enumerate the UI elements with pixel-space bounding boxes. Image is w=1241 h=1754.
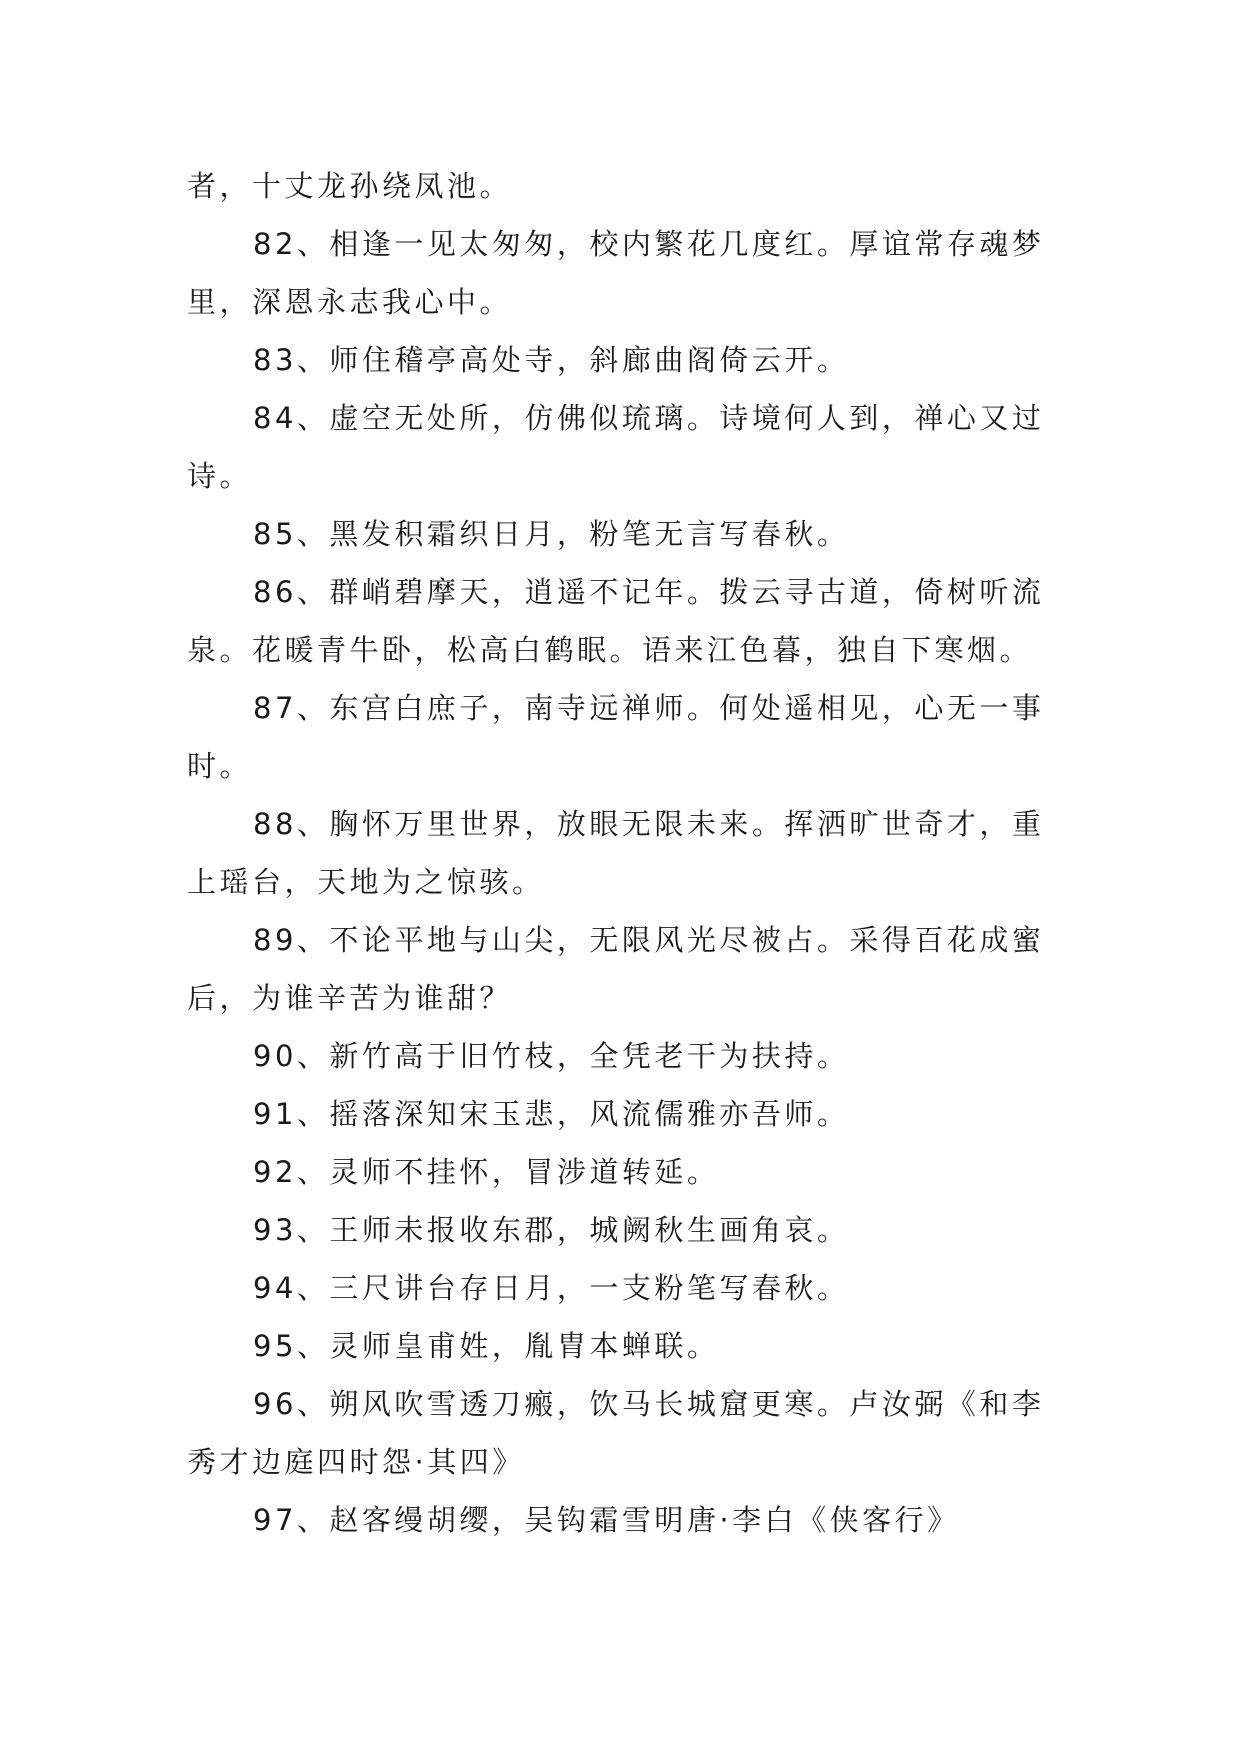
text-line: 者，十丈龙孙绕凤池。 <box>187 169 513 203</box>
paragraph-continuation <box>187 157 1072 215</box>
paragraph-97 <box>187 1491 1072 1549</box>
paragraph-86 <box>187 563 1072 679</box>
paragraph-84 <box>187 389 1072 505</box>
text-line: 97、赵客缦胡缨，吴钩霜雪明唐·李白《侠客行》 <box>253 1503 960 1537</box>
text-line: 95、灵师皇甫姓，胤胄本蝉联。 <box>253 1329 720 1363</box>
text-line: 87、东宫白庶子，南寺远禅师。何处遥相见，心无一事 <box>253 691 1045 725</box>
text-line: 89、不论平地与山尖，无限风光尽被占。采得百花成蜜 <box>253 923 1045 957</box>
text-line: 94、三尺讲台存日月，一支粉笔写春秋。 <box>253 1271 850 1305</box>
paragraph-88 <box>187 795 1072 911</box>
paragraph-90 <box>187 1027 1072 1085</box>
text-line: 诗。 <box>187 459 253 493</box>
text-line: 84、虚空无处所，仿佛似琉璃。诗境何人到，禅心又过 <box>253 401 1045 435</box>
text-line: 93、王师未报收东郡，城阙秋生画角哀。 <box>253 1213 850 1247</box>
paragraph-95 <box>187 1317 1072 1375</box>
paragraph-92 <box>187 1143 1072 1201</box>
text-line: 88、胸怀万里世界，放眼无限未来。挥洒旷世奇才，重 <box>253 807 1045 841</box>
paragraph-85 <box>187 505 1072 563</box>
body-text <box>187 157 1072 1549</box>
text-line: 里，深恩永志我心中。 <box>187 285 513 319</box>
text-line: 秀才边庭四时怨·其四》 <box>187 1445 525 1479</box>
text-line: 90、新竹高于旧竹枝，全凭老干为扶持。 <box>253 1039 850 1073</box>
paragraph-82 <box>187 215 1072 331</box>
paragraph-93 <box>187 1201 1072 1259</box>
paragraph-89 <box>187 911 1072 1027</box>
paragraph-87 <box>187 679 1072 795</box>
paragraph-91 <box>187 1085 1072 1143</box>
text-line: 96、朔风吹雪透刀瘢，饮马长城窟更寒。卢汝弼《和李 <box>253 1387 1045 1421</box>
text-line: 91、摇落深知宋玉悲，风流儒雅亦吾师。 <box>253 1097 850 1131</box>
text-line: 85、黑发积霜织日月，粉笔无言写春秋。 <box>253 517 850 551</box>
text-line: 时。 <box>187 749 253 783</box>
text-line: 83、师住稽亭高处寺，斜廊曲阁倚云开。 <box>253 343 850 377</box>
text-line: 86、群峭碧摩天，逍遥不记年。拨云寻古道，倚树听流 <box>253 575 1045 609</box>
paragraph-94 <box>187 1259 1072 1317</box>
text-line: 上瑶台，天地为之惊骇。 <box>187 865 545 899</box>
paragraph-83 <box>187 331 1072 389</box>
text-line: 92、灵师不挂怀，冒涉道转延。 <box>253 1155 720 1189</box>
paragraph-96 <box>187 1375 1072 1491</box>
text-line: 82、相逢一见太匆匆，校内繁花几度红。厚谊常存魂梦 <box>253 227 1045 261</box>
text-line: 泉。花暖青牛卧，松高白鹤眠。语来江色暮，独自下寒烟。 <box>187 633 1033 667</box>
text-line: 后，为谁辛苦为谁甜？ <box>187 981 513 1015</box>
